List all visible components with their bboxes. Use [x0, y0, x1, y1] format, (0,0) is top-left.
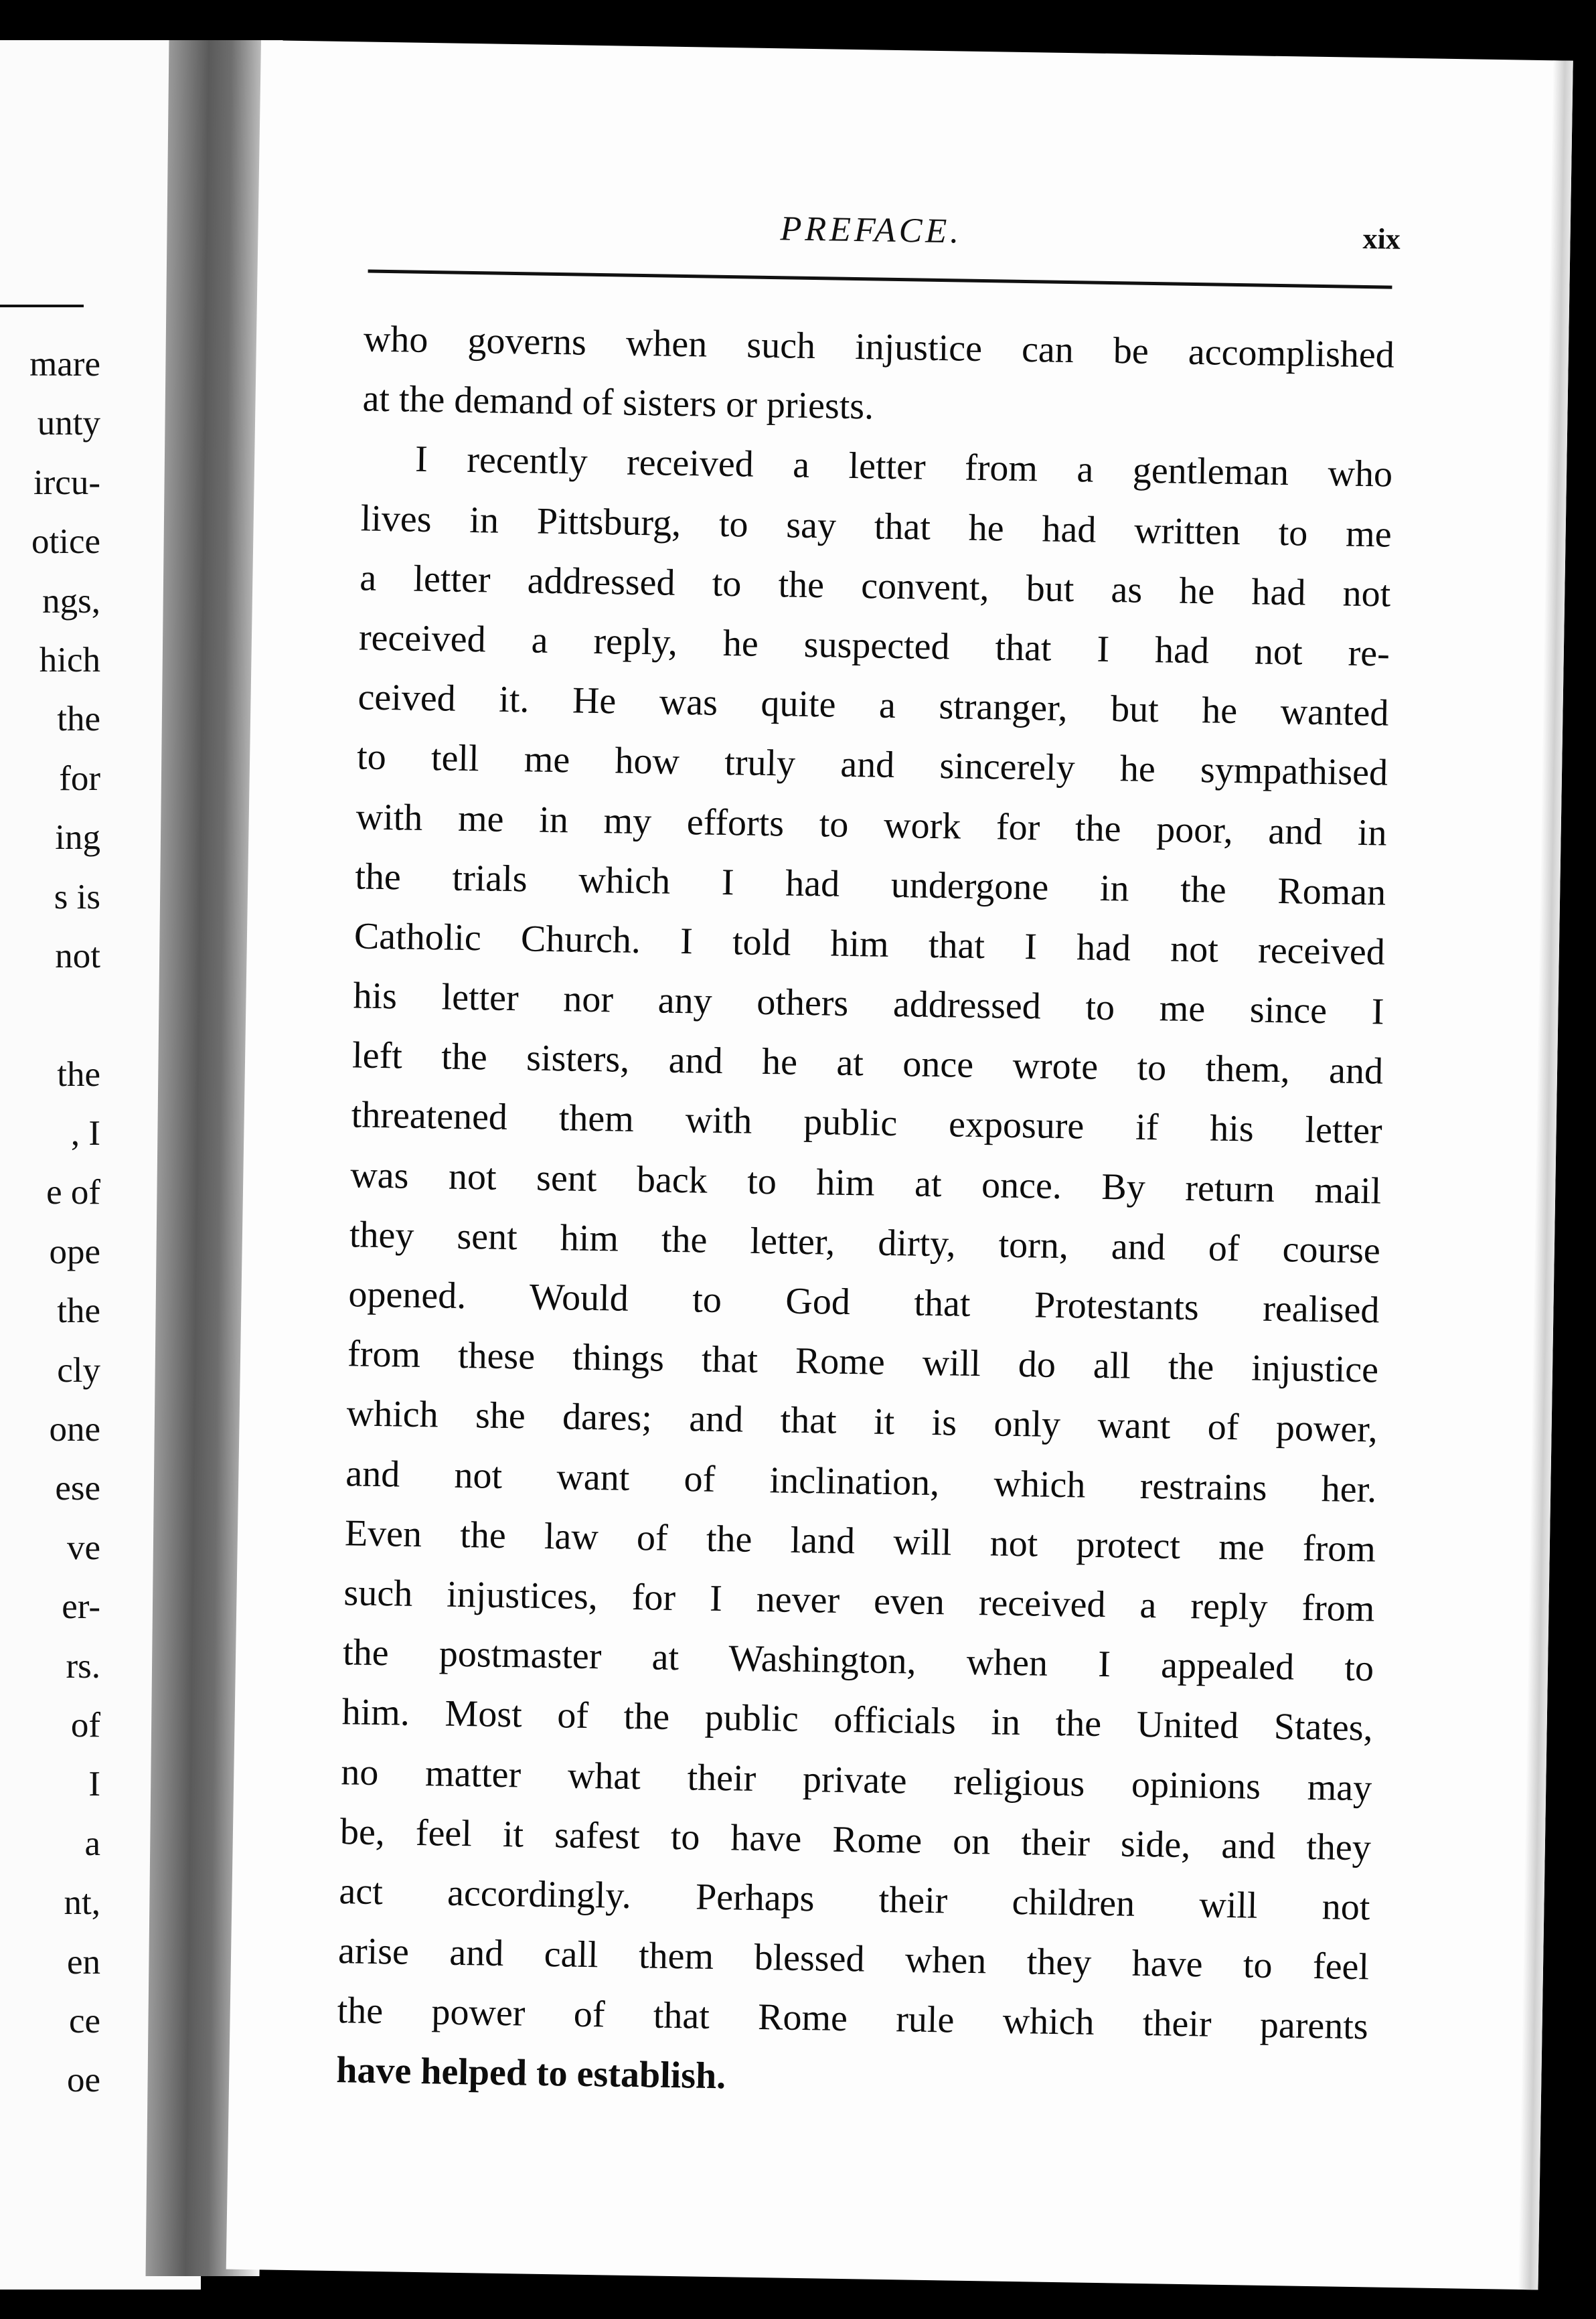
header-rule: [368, 270, 1392, 289]
text-line: at the demand of sisters or priests.: [362, 378, 874, 428]
running-head: PREFACE.: [780, 210, 963, 251]
text-line: the trials which I had undergone in the Roman: [354, 856, 1386, 914]
left-fragment: rs.: [66, 1646, 100, 1686]
text-line: Catholic Church. I told him that I had not received: [353, 915, 1386, 973]
text-line: have helped to establish.: [335, 2049, 726, 2097]
text-line: I recently received a letter from a gentleman who: [414, 438, 1393, 495]
text-line: his letter nor any others addressed to me since I: [353, 975, 1384, 1033]
left-fragment: hich: [39, 640, 100, 679]
left-fragment: en: [66, 1942, 100, 1982]
left-fragment: ircu-: [33, 463, 100, 502]
left-fragment: otice: [31, 522, 100, 562]
left-fragment: s is: [54, 877, 100, 916]
left-fragment: the: [57, 700, 100, 739]
text-line: Even the law of the land will not protect me from: [344, 1512, 1376, 1571]
left-fragment: I: [88, 1765, 100, 1804]
text-line: the power of that Rome rule which their parents: [337, 1990, 1369, 2048]
text-line: was not sent back to him at once. By return mail: [349, 1153, 1382, 1212]
left-fragment: e of: [46, 1173, 100, 1212]
left-fragment: mare: [29, 345, 100, 384]
text-line: no matter what their private religious opinions may: [340, 1751, 1372, 1809]
right-page: [226, 40, 1573, 2290]
text-line: threatened them with public exposure if his letter: [351, 1094, 1383, 1152]
left-fragment: ce: [68, 2001, 100, 2041]
text-line: such injustices, for I never even received a reply from: [343, 1572, 1375, 1630]
text-line: opened. Would to God that Protestants realised: [348, 1273, 1380, 1332]
left-fragment: unty: [37, 404, 100, 443]
text-line: from these things that Rome will do all the injustice: [347, 1333, 1379, 1391]
text-line: a letter addressed to the convent, but as he had not: [359, 557, 1391, 615]
left-fragment: [0, 985, 100, 1044]
text-line: act accordingly. Perhaps their children will not: [339, 1870, 1370, 1929]
left-fragment: cly: [57, 1350, 100, 1390]
left-fragment: nt,: [64, 1883, 100, 1923]
left-fragment: the: [57, 1291, 100, 1331]
left-fragment: er-: [62, 1587, 100, 1627]
text-line: and not want of inclination, which restrains her.: [345, 1452, 1377, 1510]
left-fragment: of: [70, 1705, 100, 1745]
text-line: with me in my efforts to work for the poor, and in: [355, 795, 1388, 854]
text-line: left the sisters, and he at once wrote to them, and: [351, 1034, 1384, 1093]
left-fragment: not: [55, 936, 100, 975]
left-fragment: ngs,: [42, 581, 100, 621]
text-line: lives in Pittsburg, to say that he had written to me: [360, 497, 1392, 556]
left-fragment: ve: [66, 1528, 100, 1567]
text-line: they sent him the letter, dirty, torn, and of course: [349, 1214, 1381, 1272]
text-line: be, feel it safest to have Rome on their side, and they: [339, 1810, 1372, 1869]
left-fragment: ing: [55, 818, 100, 858]
left-fragment: one: [49, 1410, 100, 1449]
left-page-text-fragments: [0, 335, 100, 2110]
left-fragment: ese: [55, 1469, 100, 1508]
text-line: received a reply, he suspected that I had not re-: [358, 617, 1390, 675]
text-line: the postmaster at Washington, when I appealed to: [342, 1631, 1374, 1690]
text-line: to tell me how truly and sincerely he sympathised: [356, 736, 1388, 794]
left-fragment: for: [59, 758, 100, 798]
left-fragment: oe: [66, 2061, 100, 2100]
left-fragment: ope: [49, 1232, 100, 1271]
left-page-rule: [0, 305, 84, 307]
left-fragment: a: [84, 1824, 100, 1863]
text-line: arise and call them blessed when they have to feel: [337, 1930, 1370, 1988]
left-fragment: the: [57, 1054, 100, 1094]
body-text: [336, 309, 1395, 2116]
page-edge: [1518, 60, 1573, 2290]
text-line: ceived it. He was quite a stranger, but he wanted: [357, 676, 1389, 734]
text-line: him. Most of the public officials in the United States,: [341, 1691, 1374, 1749]
text-line: who governs when such injustice can be accomplished: [363, 318, 1395, 376]
left-fragment: , I: [70, 1114, 100, 1153]
text-line: which she dares; and that it is only want of power,: [346, 1392, 1378, 1451]
page-number: xix: [1362, 222, 1401, 256]
